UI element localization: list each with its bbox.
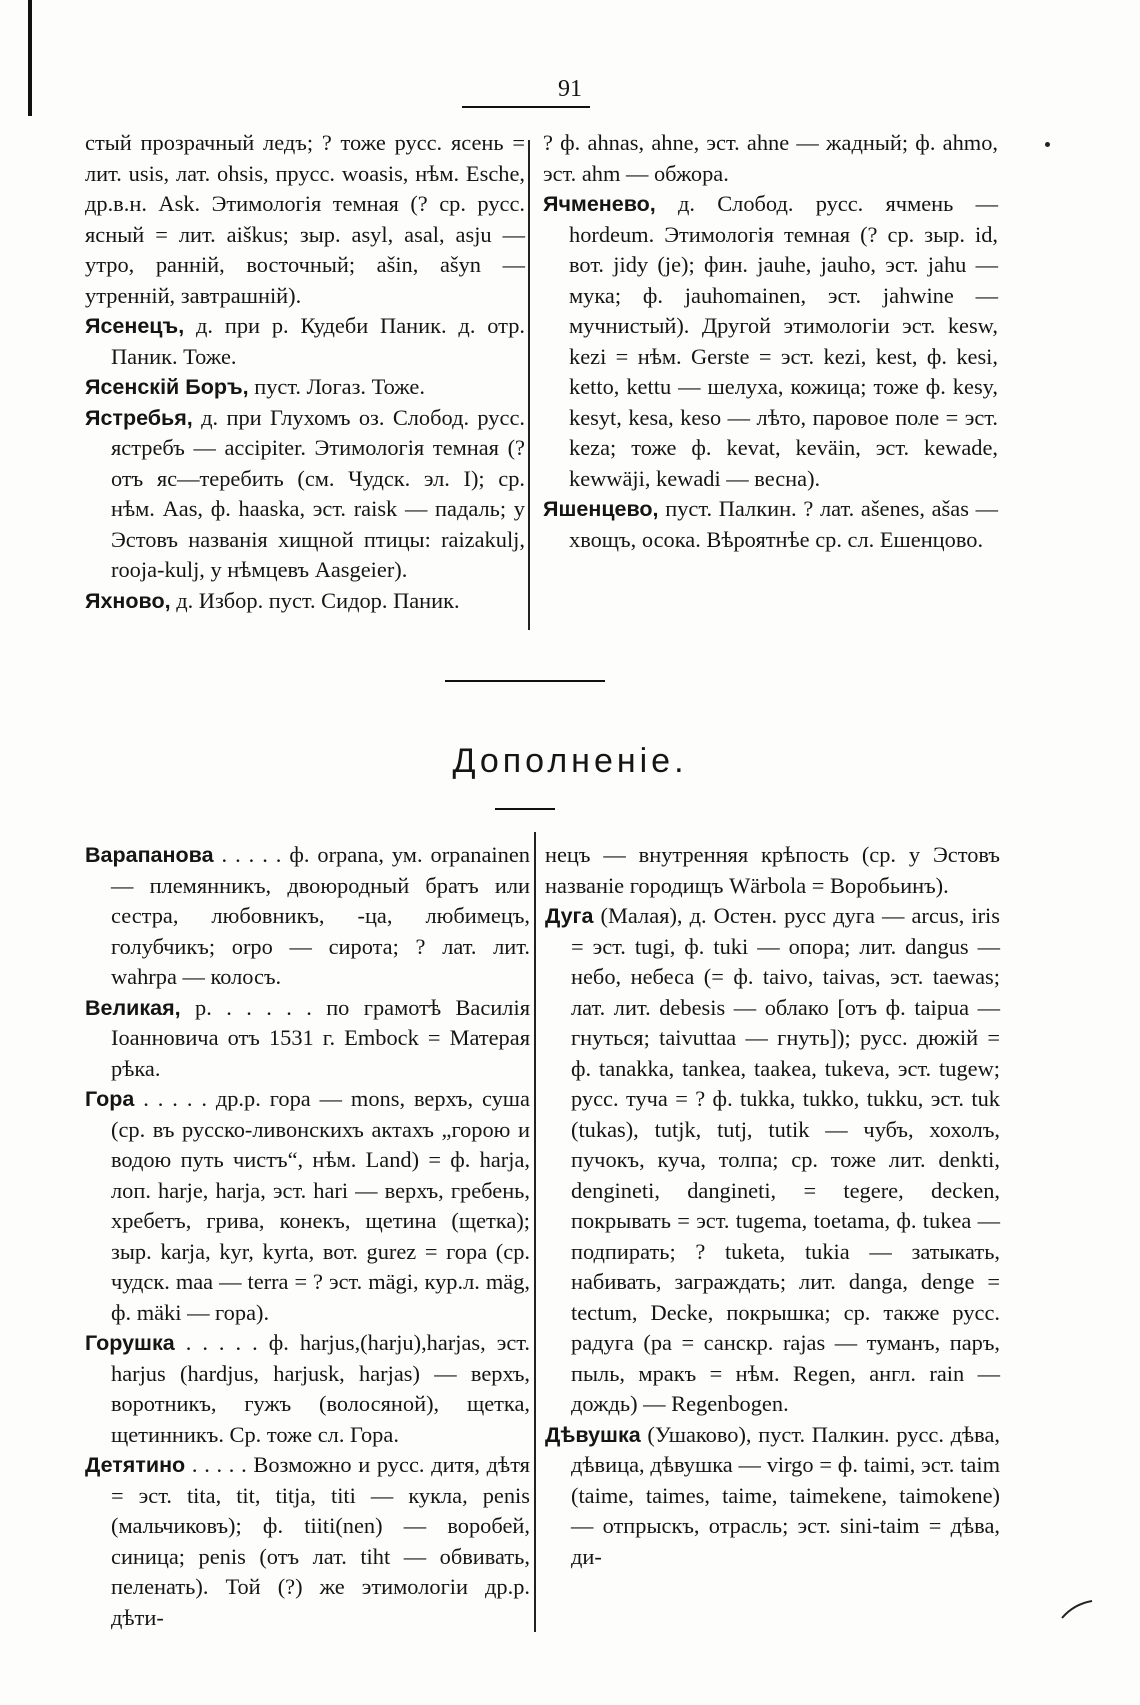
entry-text: (Малая), д. Остен. русс дуга — arcus, iris = эст. tugi, ф. tuki — опора; лит. dangus — небо, небеса (= ф. taivo, taivas, эст. taewas; лат. лит. debesis — облако [отъ ф. taipua — гнуться; taivuttaa — гнуть]); русс. дюжій = ф. tanakka, tankea, taakea, tukeva, эст. tugew; русс. туча = ? ф. tukka, tukko, tukku, эст. tuk (tukas), tutjk, tutj, tutik — чубъ, хохолъ, пучокъ, куча, толпа; ср. тоже лит. denkti, dengineti, dangineti, = tegere, decken, покрывать = эст. tugema, toetama, ф. tukea — подпирать; ? tuketa, tukia — затыкать, набивать, заграждать; лит. danga, denge = tectum, Decke, покрышка; ср. также русс. радуга (ра = санскр. rajas — туманъ, паръ, пыль, мракъ = нѣм. Regen, англ. rain — дождь) — Regenbogen. — [571, 903, 1000, 1416]
entry-headword: Ячменево, — [543, 192, 656, 216]
dictionary-entry — [85, 1328, 530, 1450]
entry-headword: Великая, — [85, 995, 181, 1020]
column-divider — [528, 140, 530, 630]
entry-headword: Гора — [85, 1087, 135, 1111]
header-rule — [462, 106, 590, 108]
entry-headword: Дѣвушка — [545, 1422, 641, 1447]
dictionary-entry — [543, 189, 998, 494]
entry-text: пуст. Логаз. Тоже. — [254, 374, 425, 399]
section-rule — [445, 680, 605, 682]
entry-text: д. Избор. пуст. Сидор. Паник. — [176, 587, 460, 613]
entry-headword: Яхново, — [85, 588, 171, 613]
dictionary-entry — [85, 1084, 530, 1328]
entry-text: д. при р. Кудеби Паник. д. отр. Паник. Тоже. — [111, 313, 525, 369]
dictionary-entry — [545, 1420, 1000, 1573]
section-title: Дополненіе. — [452, 742, 688, 780]
entry-text: (Ушаково), пуст. Палкин. русс. дѣва, дѣвица, дѣвушка — virgo = ф. taimi, эст. taim (taime, taimes, taime, taimekene, taimokene) — отпрыскъ, отрасль; эст. sini-taim = дѣва, ди- — [571, 1421, 1000, 1569]
dictionary-entry — [545, 901, 1000, 1420]
dictionary-entry — [85, 403, 525, 586]
scan-speck — [1045, 142, 1050, 147]
top-right-column — [543, 128, 998, 555]
entry-headword: Детятино — [85, 1453, 186, 1477]
dictionary-entry — [85, 372, 525, 403]
entry-headword: Ястребья, — [85, 405, 193, 430]
dictionary-entry — [543, 494, 998, 555]
bottom-left-column — [85, 840, 530, 1633]
entry-text: д. Слобод. русс. ячмень — hordeum. Этимологія темная (? ср. зыр. id, вот. jidy (je); фин. jauhe, jauho, эст. jahu — мука; ф. jauhomainen, эст. jahwine — мучнистый). Другой этимологіи эст. kesw, kezi = нѣм. Gerste = эст. kezi, kest, ф. kesi, ketto, kettu — шелуха, кожица; тоже ф. kesy, kesyt, kesa, keso — лѣто, паровое поле = эст. keza; тоже ф. kevat, keväin, эст. kewade, kewwäji, kewadi — весна). — [569, 191, 998, 491]
entry-headword: Варапанова — [85, 843, 214, 867]
column-divider — [534, 832, 536, 1632]
entry-text: д. при Глухомъ оз. Слобод. русс. ястребъ — accipiter. Этимологія темная (? отъ яс—теребить (см. Чудск. эл. I); ср. нѣм. Aas, ф. haaska, эст. raisk — падаль; у Эстовъ названія хищной птицы: raizakulj, rooja-kulj, у нѣмцевъ Aasgeier). — [111, 404, 525, 582]
entry-text: пуст. Палкин. ? лат. ašenes, ašas — хвощъ, осока. Вѣроятнѣе ср. сл. Ешенцово. — [569, 496, 998, 552]
entry-headword: Яшенцево, — [543, 497, 659, 521]
dictionary-entry — [85, 1450, 530, 1633]
dictionary-entry — [85, 840, 530, 993]
entry-text: . . . . . др.р. гора — mons, верхъ, суша (ср. въ русско-ливонскихъ актахъ „горою и водою путь чистъ“, нѣм. Land) = ф. harja, лоп. harje, harja, эст. hari — верхъ, гребень, хребетъ, грива, конекъ, щетина (щетка); зыр. karja, kyr, kyrta, вот. gurez = гора (ср. чудск. maa — terra = ? эст. mägi, кур.л. mäg, ф. mäki — гора). — [111, 1086, 530, 1325]
entry-text: . . . . . ф. harjus,(harju),harjas, эст. harjus (hardjus, harjusk, harjas) — верхъ, воротникъ, гужъ (волосяной), щетка, щетинникъ. Ср. тоже сл. Гора. — [111, 1330, 530, 1447]
dictionary-entry — [85, 311, 525, 372]
bottom-right-column — [545, 840, 1000, 1572]
dictionary-entry — [85, 586, 525, 617]
section-title-rule — [495, 808, 555, 810]
entry-text: р. . . . . . по грамотѣ Василія Іоанновича отъ 1531 г. Embock = Матерая рѣка. — [111, 994, 530, 1081]
top-left-column — [85, 128, 525, 616]
entry-headword: Ясенецъ, — [85, 314, 185, 338]
entry-headword: Дуга — [545, 904, 594, 928]
entry-text: . . . . . ф. orpana, ум. orpanainen — племянникъ, двоюродный братъ или сестра, любовникъ, -ца, любимецъ, голубчикъ; orpo — сирота; ? лат. лит. wahrpa — колосъ. — [111, 842, 530, 989]
continuation-text: нецъ — внутренняя крѣпость (ср. у Эстовъ названіе городищъ Wärbola = Воробьинъ). — [545, 842, 1000, 898]
entry-headword: Ясенскій Боръ, — [85, 375, 249, 399]
dictionary-entry — [85, 993, 530, 1085]
entry-text: . . . . . Возможно и русс. дитя, дѣтя = эст. tita, tit, titja, titi — кукла, penis (мальчиковъ); ф. tiiti(nen) — воробей, синица; penis (отъ лат. tiht — обвивать, пеленать). Той (?) же этимологіи др.р. дѣти- — [111, 1452, 530, 1630]
continuation-text: ? ф. ahnas, ahne, эст. ahne — жадный; ф. ahmo, эст. ahm — обжора. — [543, 130, 998, 186]
pen-stroke-mark — [1060, 1598, 1094, 1622]
continuation-text: стый прозрачный ледъ; ? тоже русс. ясень = лит. usis, лат. ohsis, прусс. woasis, нѣм. Esche, др.в.н. Ask. Этимологія темная (? ср. русс. ясный = лит. aiškus; зыр. asyl, asal, asju — утро, ранній, восточный; ašin, ašyn — утренній, завтрашній). — [85, 130, 525, 308]
entry-headword: Горушка — [85, 1331, 175, 1355]
page-number: 91 — [558, 76, 582, 102]
